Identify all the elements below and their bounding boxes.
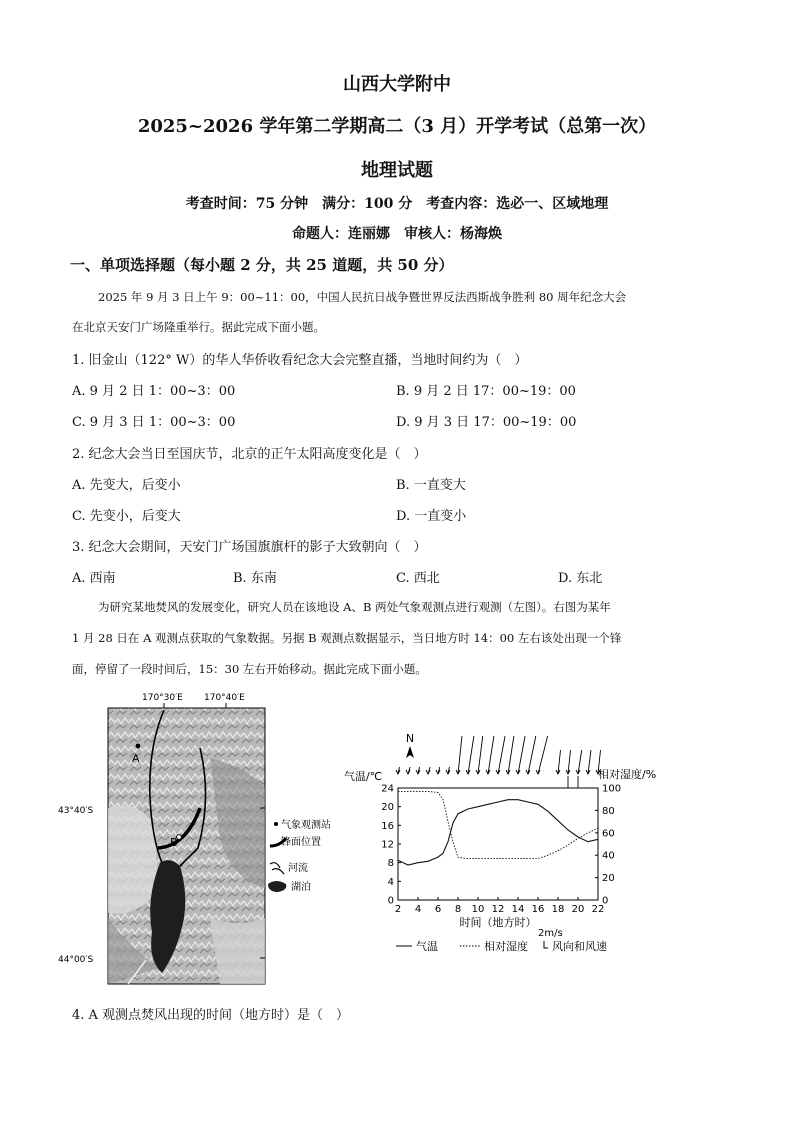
y-right-tick-label: 100: [602, 783, 622, 795]
x-axis-label: 时间（地方时）: [459, 916, 537, 929]
plot-frame: [398, 788, 598, 900]
y-right-axis-label: 相对湿度/%: [598, 768, 657, 781]
legend-humidity-label: 相对湿度: [484, 940, 528, 953]
x-tick-label: 10: [471, 904, 485, 915]
wind-arrow: [468, 736, 474, 774]
question-1-option-a: A. 9 月 2 日 1：00~3：00: [72, 384, 236, 399]
wind-arrow: [498, 736, 505, 774]
legend-lake: 湖泊: [291, 882, 311, 893]
y-right-tick-label: 20: [602, 873, 615, 885]
x-tick-label: 16: [531, 904, 545, 915]
map-frame: [108, 708, 265, 984]
temperature-line: [398, 800, 598, 865]
legend-station: 气象观测站: [281, 820, 331, 831]
question-3-option-b: B. 东南: [233, 571, 277, 586]
wind-arrow-head: [426, 770, 430, 774]
question-1-stem: 1. 旧金山（122° W）的华人华侨收看纪念大会完整直播，当地时间约为（ ）: [72, 353, 528, 368]
y-right-tick-label: 60: [602, 828, 615, 840]
legend-wind-swatch: [544, 941, 548, 948]
wind-arrow-head: [436, 770, 440, 774]
question-3-option-d: D. 东北: [558, 571, 603, 586]
latitude-label-2: 44°00′S: [58, 955, 94, 965]
x-tick-label: 18: [551, 904, 565, 915]
y-right-tick-label: 40: [602, 850, 615, 862]
legend-river-icon: [270, 863, 284, 874]
question-2-option-a: A. 先变大，后变小: [72, 478, 181, 493]
legend-river: 河流: [288, 863, 308, 874]
exam-title: 2025~2026 学年第二学期高二（3 月）开学考试（总第一次）: [137, 116, 657, 137]
question-2-stem: 2. 纪念大会当日至国庆节，北京的正午太阳高度变化是（ ）: [72, 447, 427, 462]
question-3-option-c: C. 西北: [396, 571, 440, 586]
wind-arrow: [458, 736, 462, 774]
wind-arrow-head: [536, 770, 540, 774]
y-left-tick-label: 4: [387, 876, 394, 888]
legend-temp-label: 气温: [416, 940, 438, 953]
question-4-stem: 4. A 观测点焚风出现的时间（地方时）是（ ）: [72, 1008, 350, 1023]
wind-arrow-head: [406, 770, 410, 774]
intro-line-1: 2025 年 9 月 3 日上午 9：00~11：00，中国人民抗日战争暨世界反法西斯战争胜利 80 周年纪念大会: [98, 290, 627, 304]
station-b-label: B: [170, 836, 178, 849]
legend-front: 锋面位置: [281, 837, 321, 848]
x-tick-label: 8: [454, 904, 462, 915]
y-left-tick-label: 8: [387, 858, 394, 870]
passage-2-line-2: 1 月 28 日在 A 观测点获取的气象数据。另据 B 观测点数据显示，当日地方时 14：00 左右该处出现一个锋: [72, 631, 622, 645]
x-tick-label: 22: [591, 904, 605, 915]
question-3-option-a: A. 西南: [72, 571, 116, 586]
x-tick-label: 6: [434, 904, 442, 915]
exam-authors: 命题人：连丽娜 审核人：杨海焕: [292, 226, 502, 242]
north-label: N: [405, 732, 415, 745]
chart-lines: [398, 791, 598, 865]
station-a-marker: [136, 744, 141, 749]
y-left-tick-label: 24: [381, 783, 394, 795]
question-2-option-d: D. 一直变小: [396, 509, 467, 524]
latitude-label-1: 43°40′S: [58, 806, 94, 816]
question-1-option-b: B. 9 月 2 日 17：00~19：00: [396, 384, 576, 399]
wind-arrow: [488, 736, 494, 774]
x-tick-label: 2: [394, 904, 402, 915]
longitude-label-2: 170°40′E: [204, 693, 245, 703]
school-name: 山西大学附中: [343, 74, 451, 95]
north-arrow-icon: [406, 746, 414, 758]
legend-lake-icon: [268, 881, 286, 892]
chart-ticks: [381, 784, 621, 916]
x-tick-label: 20: [571, 904, 585, 915]
wind-arrow: [538, 736, 548, 774]
section-title: 一、单项选择题（每小题 2 分，共 25 道题，共 50 分）: [70, 256, 454, 274]
y-left-tick-label: 20: [381, 802, 394, 814]
question-2-option-b: B. 一直变大: [396, 478, 466, 493]
longitude-label-1: 170°30′E: [142, 693, 183, 703]
y-left-axis-label: 气温/℃: [344, 770, 383, 783]
wind-arrow: [508, 736, 514, 774]
question-1-option-c: C. 9 月 3 日 1：00~3：00: [72, 415, 236, 430]
y-left-tick-label: 12: [381, 839, 394, 851]
wind-arrow: [518, 736, 525, 774]
question-3-stem: 3. 纪念大会期间，天安门广场国旗旗杆的影子大致朝向（ ）: [72, 540, 427, 555]
wind-scale-label: 2m/s: [538, 928, 563, 939]
wind-arrow: [478, 736, 483, 774]
x-tick-label: 14: [511, 904, 525, 915]
intro-line-2: 在北京天安门广场隆重举行。据此完成下面小题。: [72, 320, 325, 334]
y-left-tick-label: 0: [387, 895, 394, 907]
passage-2-line-1: 为研究某地焚风的发展变化，研究人员在该地设 A、B 两处气象观测点进行观测（左图）。右图为某年: [98, 600, 611, 614]
wind-arrow: [528, 736, 536, 774]
station-a-label: A: [132, 752, 140, 765]
x-tick-label: 4: [414, 904, 422, 915]
question-1-option-d: D. 9 月 3 日 17：00~19：00: [396, 415, 577, 430]
legend-station-icon: [274, 822, 278, 826]
question-2-option-c: C. 先变小，后变大: [72, 509, 181, 524]
chart-axes: [398, 788, 598, 900]
y-left-tick-label: 16: [381, 820, 394, 832]
y-right-tick-label: 0: [602, 895, 609, 907]
exam-info: 考查时间：75 分钟 满分：100 分 考查内容：选必一、区域地理: [185, 196, 609, 212]
wind-arrows: [396, 736, 601, 788]
subject-title: 地理试题: [361, 160, 433, 181]
legend-wind-label: 风向和风速: [552, 940, 607, 953]
y-right-tick-label: 80: [602, 805, 615, 817]
weather-chart: [330, 718, 664, 958]
passage-2-line-3: 面，停留了一段时间后，15：30 左右开始移动。据此完成下面小题。: [72, 662, 427, 676]
x-tick-label: 12: [491, 904, 505, 915]
